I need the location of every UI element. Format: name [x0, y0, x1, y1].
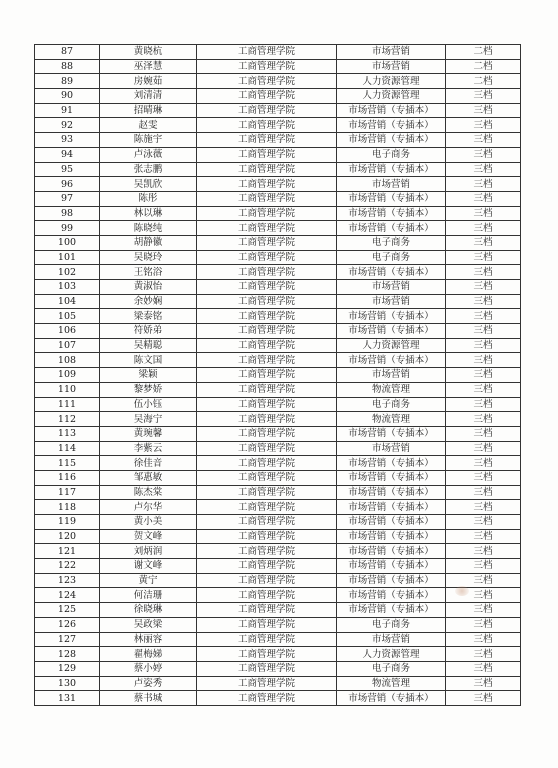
grade-level-cell: 三档 — [446, 133, 521, 148]
row-number-cell: 88 — [35, 59, 100, 74]
grade-level-cell: 三档 — [446, 89, 521, 104]
major-cell: 市场营销 — [337, 441, 446, 456]
student-name-cell: 余妙娴 — [100, 294, 197, 309]
major-cell: 人力资源管理 — [337, 89, 446, 104]
major-cell: 市场营销（专插本） — [337, 133, 446, 148]
major-cell: 市场营销（专插本） — [337, 191, 446, 206]
student-name-cell: 梁颖 — [100, 368, 197, 383]
row-number-cell: 109 — [35, 368, 100, 383]
major-cell: 市场营销（专插本） — [337, 221, 446, 236]
table-row — [35, 221, 521, 236]
student-name-cell: 卢泳薇 — [100, 147, 197, 162]
major-cell: 市场营销（专插本） — [337, 559, 446, 574]
grade-level-cell: 三档 — [446, 338, 521, 353]
college-cell: 工商管理学院 — [197, 676, 337, 691]
major-cell: 电子商务 — [337, 250, 446, 265]
grade-level-cell: 二档 — [446, 45, 521, 60]
table-row — [35, 89, 521, 104]
table-row — [35, 559, 521, 574]
grade-level-cell: 三档 — [446, 235, 521, 250]
table-row — [35, 456, 521, 471]
student-name-cell: 邹惠敏 — [100, 470, 197, 485]
college-cell: 工商管理学院 — [197, 412, 337, 427]
college-cell: 工商管理学院 — [197, 441, 337, 456]
row-number-cell: 87 — [35, 45, 100, 60]
row-number-cell: 94 — [35, 147, 100, 162]
major-cell: 市场营销（专插本） — [337, 515, 446, 530]
table-row — [35, 441, 521, 456]
college-cell: 工商管理学院 — [197, 221, 337, 236]
major-cell: 电子商务 — [337, 235, 446, 250]
student-name-cell: 黄琬馨 — [100, 426, 197, 441]
table-row — [35, 177, 521, 192]
grade-level-cell: 三档 — [446, 573, 521, 588]
college-cell: 工商管理学院 — [197, 617, 337, 632]
major-cell: 人力资源管理 — [337, 74, 446, 89]
grade-level-cell: 三档 — [446, 265, 521, 280]
college-cell: 工商管理学院 — [197, 559, 337, 574]
grade-level-cell: 三档 — [446, 147, 521, 162]
row-number-cell: 123 — [35, 573, 100, 588]
row-number-cell: 105 — [35, 309, 100, 324]
row-number-cell: 119 — [35, 515, 100, 530]
grade-level-cell: 三档 — [446, 559, 521, 574]
college-cell: 工商管理学院 — [197, 265, 337, 280]
table-row — [35, 617, 521, 632]
student-name-cell: 黄小美 — [100, 515, 197, 530]
college-cell: 工商管理学院 — [197, 544, 337, 559]
student-name-cell: 黎梦娇 — [100, 382, 197, 397]
grade-level-cell: 三档 — [446, 250, 521, 265]
college-cell: 工商管理学院 — [197, 691, 337, 706]
grade-level-cell: 三档 — [446, 103, 521, 118]
major-cell: 市场营销 — [337, 280, 446, 295]
table-row — [35, 426, 521, 441]
grade-level-cell: 三档 — [446, 588, 521, 603]
row-number-cell: 106 — [35, 324, 100, 339]
grade-level-cell: 三档 — [446, 309, 521, 324]
student-name-cell: 陈施宇 — [100, 133, 197, 148]
student-name-cell: 赵雯 — [100, 118, 197, 133]
grade-level-cell: 三档 — [446, 118, 521, 133]
college-cell: 工商管理学院 — [197, 500, 337, 515]
major-cell: 电子商务 — [337, 147, 446, 162]
major-cell: 市场营销（专插本） — [337, 162, 446, 177]
table-row — [35, 265, 521, 280]
college-cell: 工商管理学院 — [197, 632, 337, 647]
student-name-cell: 陈杰棠 — [100, 485, 197, 500]
student-name-cell: 黄淑怡 — [100, 280, 197, 295]
row-number-cell: 117 — [35, 485, 100, 500]
major-cell: 市场营销（专插本） — [337, 529, 446, 544]
grade-level-cell: 三档 — [446, 661, 521, 676]
table-row — [35, 382, 521, 397]
student-name-cell: 徐晓琳 — [100, 603, 197, 618]
grade-level-cell: 三档 — [446, 221, 521, 236]
table-row — [35, 485, 521, 500]
grade-level-cell: 三档 — [446, 500, 521, 515]
grade-level-cell: 三档 — [446, 691, 521, 706]
major-cell: 市场营销（专插本） — [337, 265, 446, 280]
major-cell: 电子商务 — [337, 397, 446, 412]
student-name-cell: 翟梅娣 — [100, 647, 197, 662]
grade-level-cell: 三档 — [446, 632, 521, 647]
student-name-cell: 吴凯欣 — [100, 177, 197, 192]
row-number-cell: 125 — [35, 603, 100, 618]
college-cell: 工商管理学院 — [197, 324, 337, 339]
row-number-cell: 118 — [35, 500, 100, 515]
table-row — [35, 118, 521, 133]
student-name-cell: 伍小钰 — [100, 397, 197, 412]
table-row — [35, 515, 521, 530]
grade-level-cell: 三档 — [446, 426, 521, 441]
table-row — [35, 133, 521, 148]
college-cell: 工商管理学院 — [197, 235, 337, 250]
college-cell: 工商管理学院 — [197, 206, 337, 221]
college-cell: 工商管理学院 — [197, 162, 337, 177]
grade-level-cell: 二档 — [446, 59, 521, 74]
grade-level-cell: 三档 — [446, 206, 521, 221]
college-cell: 工商管理学院 — [197, 485, 337, 500]
college-cell: 工商管理学院 — [197, 74, 337, 89]
student-name-cell: 胡静徽 — [100, 235, 197, 250]
student-name-cell: 张志鹏 — [100, 162, 197, 177]
row-number-cell: 110 — [35, 382, 100, 397]
major-cell: 市场营销（专插本） — [337, 426, 446, 441]
table-row — [35, 147, 521, 162]
paper-smudge — [455, 586, 469, 596]
row-number-cell: 99 — [35, 221, 100, 236]
row-number-cell: 113 — [35, 426, 100, 441]
row-number-cell: 104 — [35, 294, 100, 309]
major-cell: 人力资源管理 — [337, 647, 446, 662]
college-cell: 工商管理学院 — [197, 177, 337, 192]
major-cell: 市场营销（专插本） — [337, 544, 446, 559]
college-cell: 工商管理学院 — [197, 353, 337, 368]
row-number-cell: 101 — [35, 250, 100, 265]
grade-level-cell: 三档 — [446, 456, 521, 471]
grade-level-cell: 三档 — [446, 441, 521, 456]
student-name-cell: 房婉茹 — [100, 74, 197, 89]
college-cell: 工商管理学院 — [197, 89, 337, 104]
college-cell: 工商管理学院 — [197, 147, 337, 162]
table-row — [35, 45, 521, 60]
college-cell: 工商管理学院 — [197, 280, 337, 295]
college-cell: 工商管理学院 — [197, 588, 337, 603]
grade-level-cell: 三档 — [446, 470, 521, 485]
row-number-cell: 91 — [35, 103, 100, 118]
row-number-cell: 126 — [35, 617, 100, 632]
table-row — [35, 103, 521, 118]
major-cell: 市场营销 — [337, 177, 446, 192]
student-name-cell: 卢姿秀 — [100, 676, 197, 691]
row-number-cell: 107 — [35, 338, 100, 353]
major-cell: 市场营销（专插本） — [337, 324, 446, 339]
major-cell: 市场营销（专插本） — [337, 103, 446, 118]
student-name-cell: 王铭浴 — [100, 265, 197, 280]
major-cell: 市场营销 — [337, 632, 446, 647]
table-row — [35, 162, 521, 177]
major-cell: 电子商务 — [337, 661, 446, 676]
major-cell: 物流管理 — [337, 676, 446, 691]
row-number-cell: 128 — [35, 647, 100, 662]
grade-level-cell: 三档 — [446, 294, 521, 309]
row-number-cell: 93 — [35, 133, 100, 148]
major-cell: 市场营销（专插本） — [337, 456, 446, 471]
college-cell: 工商管理学院 — [197, 338, 337, 353]
college-cell: 工商管理学院 — [197, 59, 337, 74]
table-row — [35, 338, 521, 353]
grade-level-cell: 三档 — [446, 368, 521, 383]
college-cell: 工商管理学院 — [197, 103, 337, 118]
table-row — [35, 368, 521, 383]
table-row — [35, 397, 521, 412]
table-row — [35, 412, 521, 427]
student-name-cell: 黄晓杭 — [100, 45, 197, 60]
table-row — [35, 206, 521, 221]
major-cell: 市场营销（专插本） — [337, 470, 446, 485]
student-name-cell: 陈文国 — [100, 353, 197, 368]
student-name-cell: 吴精聪 — [100, 338, 197, 353]
row-number-cell: 130 — [35, 676, 100, 691]
college-cell: 工商管理学院 — [197, 45, 337, 60]
row-number-cell: 111 — [35, 397, 100, 412]
student-name-cell: 林丽容 — [100, 632, 197, 647]
college-cell: 工商管理学院 — [197, 647, 337, 662]
student-name-cell: 吴政梁 — [100, 617, 197, 632]
table-row — [35, 280, 521, 295]
row-number-cell: 114 — [35, 441, 100, 456]
student-name-cell: 刘炳润 — [100, 544, 197, 559]
row-number-cell: 95 — [35, 162, 100, 177]
major-cell: 市场营销（专插本） — [337, 485, 446, 500]
roster-table — [34, 44, 521, 706]
major-cell: 人力资源管理 — [337, 338, 446, 353]
table-row — [35, 74, 521, 89]
table-row — [35, 191, 521, 206]
row-number-cell: 116 — [35, 470, 100, 485]
table-row — [35, 500, 521, 515]
row-number-cell: 92 — [35, 118, 100, 133]
college-cell: 工商管理学院 — [197, 250, 337, 265]
grade-level-cell: 三档 — [446, 676, 521, 691]
grade-level-cell: 三档 — [446, 382, 521, 397]
college-cell: 工商管理学院 — [197, 397, 337, 412]
grade-level-cell: 三档 — [446, 617, 521, 632]
row-number-cell: 124 — [35, 588, 100, 603]
major-cell: 市场营销 — [337, 368, 446, 383]
table-row — [35, 309, 521, 324]
grade-level-cell: 三档 — [446, 412, 521, 427]
row-number-cell: 122 — [35, 559, 100, 574]
grade-level-cell: 三档 — [446, 177, 521, 192]
major-cell: 市场营销（专插本） — [337, 206, 446, 221]
major-cell: 市场营销（专插本） — [337, 309, 446, 324]
student-name-cell: 蔡小婷 — [100, 661, 197, 676]
row-number-cell: 103 — [35, 280, 100, 295]
student-name-cell: 吴海宁 — [100, 412, 197, 427]
table-row — [35, 588, 521, 603]
roster-table-body — [35, 45, 521, 706]
college-cell: 工商管理学院 — [197, 294, 337, 309]
college-cell: 工商管理学院 — [197, 529, 337, 544]
major-cell: 市场营销 — [337, 45, 446, 60]
college-cell: 工商管理学院 — [197, 603, 337, 618]
row-number-cell: 98 — [35, 206, 100, 221]
student-name-cell: 梁泰铭 — [100, 309, 197, 324]
row-number-cell: 90 — [35, 89, 100, 104]
major-cell: 电子商务 — [337, 617, 446, 632]
table-row — [35, 294, 521, 309]
college-cell: 工商管理学院 — [197, 133, 337, 148]
row-number-cell: 108 — [35, 353, 100, 368]
major-cell: 市场营销（专插本） — [337, 353, 446, 368]
major-cell: 市场营销（专插本） — [337, 603, 446, 618]
student-name-cell: 刘清清 — [100, 89, 197, 104]
grade-level-cell: 三档 — [446, 647, 521, 662]
college-cell: 工商管理学院 — [197, 309, 337, 324]
major-cell: 市场营销（专插本） — [337, 691, 446, 706]
table-row — [35, 353, 521, 368]
major-cell: 市场营销 — [337, 294, 446, 309]
grade-level-cell: 三档 — [446, 544, 521, 559]
student-name-cell: 徐佳音 — [100, 456, 197, 471]
student-name-cell: 陈晓纯 — [100, 221, 197, 236]
grade-level-cell: 三档 — [446, 162, 521, 177]
major-cell: 市场营销（专插本） — [337, 118, 446, 133]
student-name-cell: 贺文峰 — [100, 529, 197, 544]
row-number-cell: 89 — [35, 74, 100, 89]
grade-level-cell: 三档 — [446, 353, 521, 368]
table-row — [35, 324, 521, 339]
student-name-cell: 蔡书城 — [100, 691, 197, 706]
table-row — [35, 235, 521, 250]
college-cell: 工商管理学院 — [197, 382, 337, 397]
student-name-cell: 巫泽慧 — [100, 59, 197, 74]
table-row — [35, 632, 521, 647]
student-name-cell: 黄宁 — [100, 573, 197, 588]
table-row — [35, 573, 521, 588]
table-row — [35, 529, 521, 544]
table-row — [35, 59, 521, 74]
major-cell: 市场营销（专插本） — [337, 500, 446, 515]
grade-level-cell: 三档 — [446, 529, 521, 544]
student-name-cell: 谢文峰 — [100, 559, 197, 574]
row-number-cell: 100 — [35, 235, 100, 250]
college-cell: 工商管理学院 — [197, 456, 337, 471]
row-number-cell: 129 — [35, 661, 100, 676]
table-row — [35, 250, 521, 265]
college-cell: 工商管理学院 — [197, 368, 337, 383]
grade-level-cell: 三档 — [446, 515, 521, 530]
row-number-cell: 120 — [35, 529, 100, 544]
row-number-cell: 127 — [35, 632, 100, 647]
major-cell: 市场营销（专插本） — [337, 588, 446, 603]
college-cell: 工商管理学院 — [197, 470, 337, 485]
row-number-cell: 121 — [35, 544, 100, 559]
table-row — [35, 544, 521, 559]
student-name-cell: 吴晓玲 — [100, 250, 197, 265]
row-number-cell: 112 — [35, 412, 100, 427]
student-name-cell: 卢尔华 — [100, 500, 197, 515]
student-name-cell: 招晴琳 — [100, 103, 197, 118]
grade-level-cell: 三档 — [446, 280, 521, 295]
row-number-cell: 97 — [35, 191, 100, 206]
row-number-cell: 131 — [35, 691, 100, 706]
row-number-cell: 115 — [35, 456, 100, 471]
major-cell: 物流管理 — [337, 382, 446, 397]
table-row — [35, 470, 521, 485]
table-row — [35, 603, 521, 618]
grade-level-cell: 二档 — [446, 74, 521, 89]
table-row — [35, 647, 521, 662]
student-name-cell: 何洁珊 — [100, 588, 197, 603]
table-row — [35, 676, 521, 691]
table-row — [35, 661, 521, 676]
row-number-cell: 96 — [35, 177, 100, 192]
table-row — [35, 691, 521, 706]
grade-level-cell: 三档 — [446, 485, 521, 500]
college-cell: 工商管理学院 — [197, 515, 337, 530]
major-cell: 物流管理 — [337, 412, 446, 427]
student-name-cell: 符娇弟 — [100, 324, 197, 339]
grade-level-cell: 三档 — [446, 397, 521, 412]
row-number-cell: 102 — [35, 265, 100, 280]
major-cell: 市场营销（专插本） — [337, 573, 446, 588]
student-name-cell: 林以琳 — [100, 206, 197, 221]
college-cell: 工商管理学院 — [197, 426, 337, 441]
grade-level-cell: 三档 — [446, 603, 521, 618]
grade-level-cell: 三档 — [446, 324, 521, 339]
student-name-cell: 李紫云 — [100, 441, 197, 456]
grade-level-cell: 三档 — [446, 191, 521, 206]
major-cell: 市场营销 — [337, 59, 446, 74]
college-cell: 工商管理学院 — [197, 661, 337, 676]
student-name-cell: 陈彤 — [100, 191, 197, 206]
college-cell: 工商管理学院 — [197, 573, 337, 588]
college-cell: 工商管理学院 — [197, 118, 337, 133]
college-cell: 工商管理学院 — [197, 191, 337, 206]
